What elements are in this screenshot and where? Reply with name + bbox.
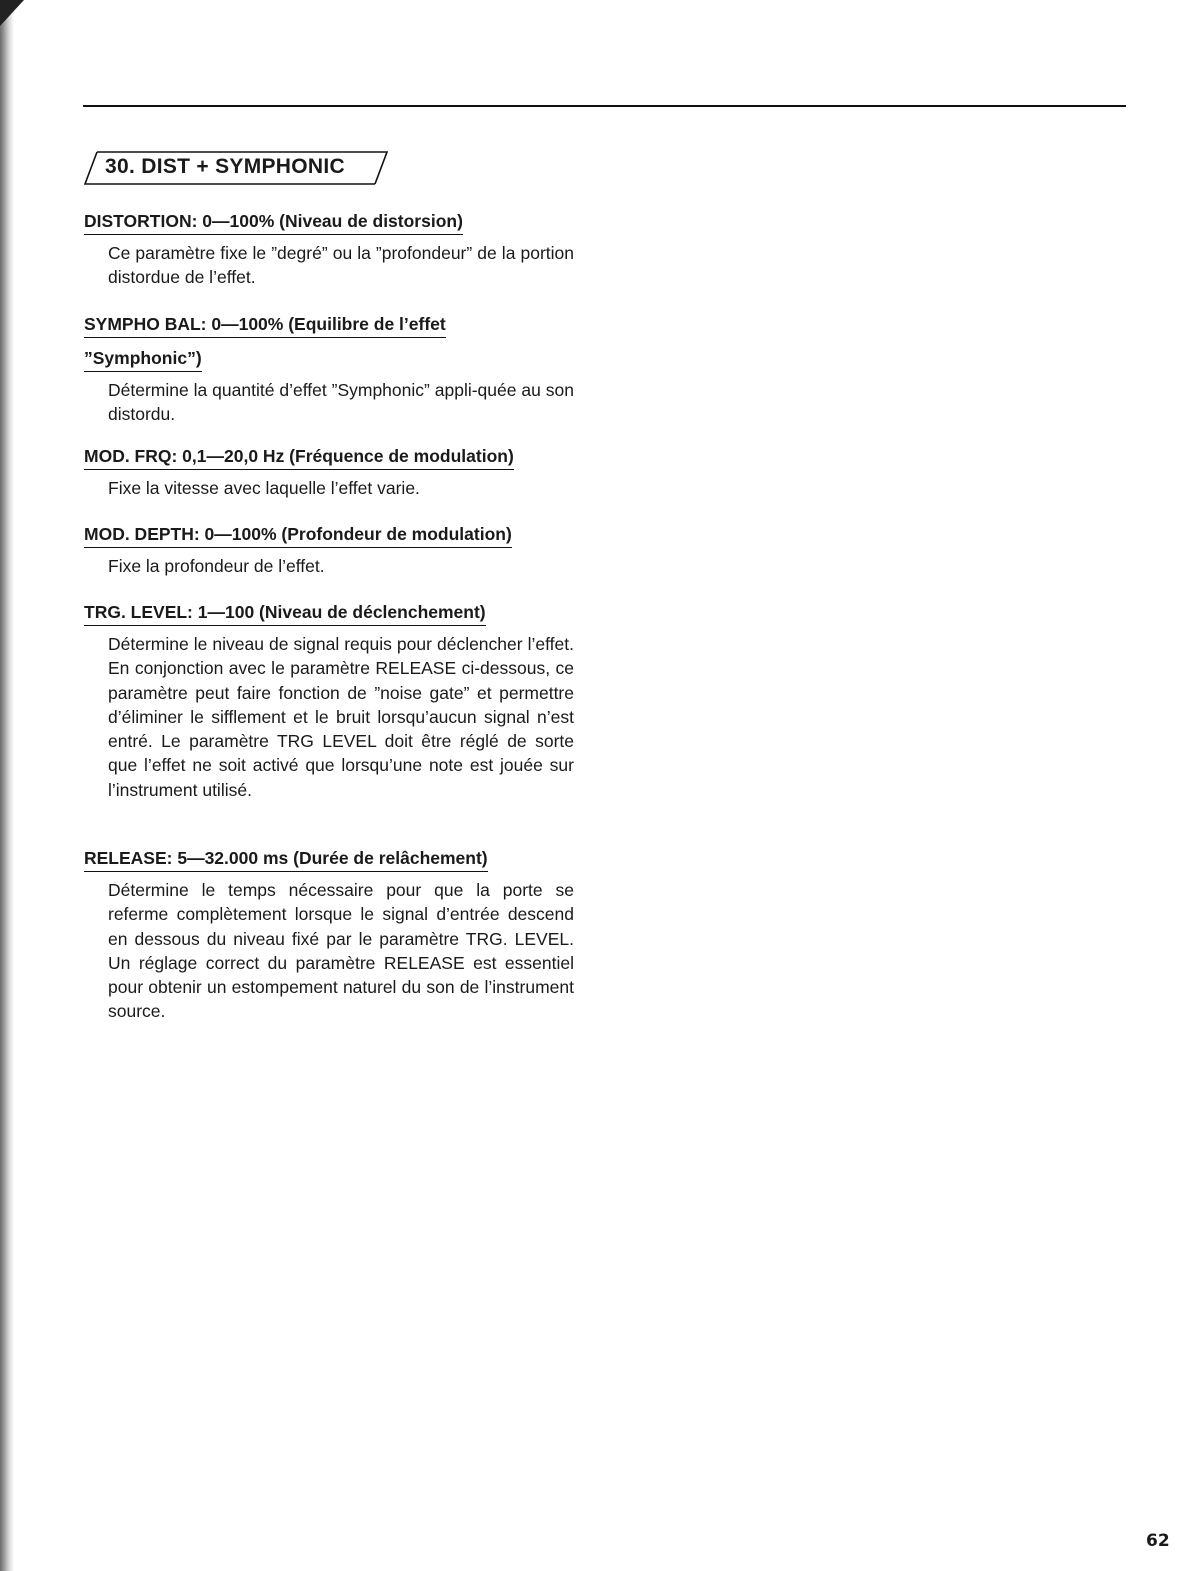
page-number: 62: [1146, 1531, 1170, 1551]
entry-heading: DISTORTION: 0—100% (Niveau de distorsion): [84, 209, 463, 235]
entry-sympho-bal: [84, 312, 579, 427]
entry-description: Détermine la quantité d’effet ”Symphonic” appli-quée au son distordu.: [108, 380, 574, 425]
entry-heading: SYMPHO BAL: 0—100% (Equilibre de l’effet: [84, 312, 446, 338]
entry-description: Détermine le temps nécessaire pour que la porte se referme complètement lorsque le signal d’entrée descend en dessous du niveau fixé par le paramètre TRG. LEVEL. Un réglage correct du paramètre RELEASE est essentiel pour obtenir un estompement naturel du son de l’instrument source.: [108, 880, 574, 1022]
entry-trg-level: [84, 600, 579, 802]
entry-description: Fixe la profondeur de l’effet.: [108, 556, 325, 576]
entry-mod-depth: [84, 522, 579, 578]
top-rule: [83, 105, 1126, 107]
entry-heading: RELEASE: 5—32.000 ms (Durée de relâchement): [84, 846, 488, 872]
section-title-box: [84, 151, 388, 185]
section-title: 30. DIST + SYMPHONIC: [105, 155, 345, 178]
entry-heading: MOD. FRQ: 0,1—20,0 Hz (Fréquence de modulation): [84, 444, 514, 470]
scan-edge: [0, 0, 14, 1571]
scan-corner: [0, 0, 24, 26]
entry-release: [84, 846, 579, 1024]
entry-description: Fixe la vitesse avec laquelle l’effet varie.: [108, 478, 420, 498]
entry-heading: TRG. LEVEL: 1—100 (Niveau de déclenchement): [84, 600, 486, 626]
entry-description: Détermine le niveau de signal requis pour déclencher l’effet. En conjonction avec le paramètre RELEASE ci-dessous, ce paramètre peut faire fonction de ”noise gate” et permettre d’éliminer le sifflement et le bruit lorsqu’aucun signal n’est entré. Le paramètre TRG LEVEL doit être réglé de sorte que l’effet ne soit activé que lorsqu’une note est jouée sur l’instrument utilisé.: [108, 634, 574, 800]
entry-heading-continued: ”Symphonic”): [84, 346, 202, 372]
entry-mod-frq: [84, 444, 579, 500]
entry-distortion: [84, 209, 579, 290]
entry-description: Ce paramètre fixe le ”degré” ou la ”profondeur” de la portion distordue de l’effet.: [108, 243, 574, 288]
entry-heading: MOD. DEPTH: 0—100% (Profondeur de modulation): [84, 522, 512, 548]
